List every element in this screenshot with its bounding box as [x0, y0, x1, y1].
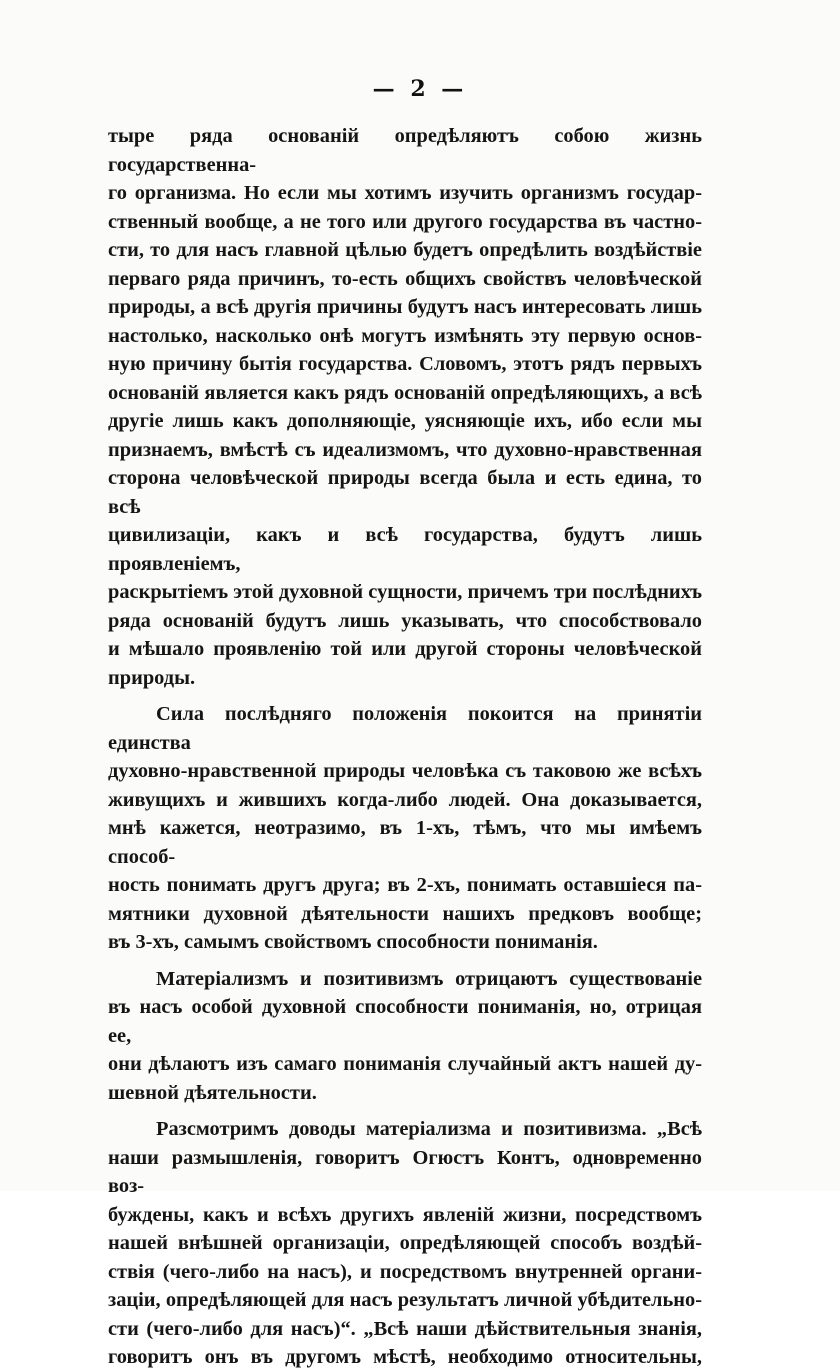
text-line: наши размышленія, говоритъ Огюстъ Контъ, одновременно воз-	[108, 1146, 702, 1197]
text-line: другіе лишь какъ дополняющіе, уясняющіе ихъ, ибо если мы	[108, 410, 702, 432]
text-line: перваго ряда причинъ, то-есть общихъ свойствъ человѣческой	[108, 267, 702, 290]
text-line: сти (чего-либо для насъ)“. „Всѣ наши дѣйствительныя знанія,	[108, 1317, 702, 1340]
text-line: они дѣлаютъ изъ самаго пониманія случайный актъ нашей ду-	[108, 1053, 702, 1075]
text-line: сти, то для насъ главной цѣлью будетъ опредѣлить воздѣйствіе	[108, 239, 702, 261]
text-line: природы.	[108, 666, 196, 689]
text-line: заціи, опредѣляющей для насъ результатъ личной убѣдительно-	[108, 1289, 702, 1311]
text-line: Разсмотримъ доводы матеріализма и позитивизма. „Всѣ	[156, 1118, 702, 1140]
page-number: — 2 —	[372, 76, 468, 102]
text-line: сторона человѣческой природы всегда была и есть едина, то всѣ	[108, 467, 702, 518]
text-line: въ насъ особой духовной способности пониманія, но, отрицая ее,	[108, 996, 702, 1047]
text-line: основаній является какъ рядъ основаній опредѣляющихъ, а всѣ	[108, 381, 702, 404]
text-line: признаемъ, вмѣстѣ съ идеализмомъ, что духовно-нравственная	[108, 438, 702, 461]
text-line: духовно-нравственной природы человѣка съ таковою же всѣхъ	[108, 760, 702, 782]
text-line: го организма. Но если мы хотимъ изучить организмъ государ-	[108, 182, 702, 204]
text-line: раскрытіемъ этой духовной сущности, причемъ три послѣднихъ	[108, 581, 702, 603]
text-line: ряда основаній будутъ лишь указывать, что способствовало	[108, 609, 702, 632]
text-line: цивилизаціи, какъ и всѣ государства, будутъ лишь проявленіемъ,	[108, 524, 702, 575]
text-line: мятники духовной дѣятельности нашихъ предковъ вообще;	[108, 902, 702, 925]
text-line: тыре ряда основаній опредѣляютъ собою жизнь государственна-	[108, 125, 702, 176]
text-line: ствія (чего-либо на насъ), и посредствомъ внутренней органи-	[108, 1260, 702, 1283]
text-line: мнѣ кажется, неотразимо, въ 1-хъ, тѣмъ, что мы имѣемъ способ-	[108, 817, 702, 868]
text-line: нашей внѣшней организаціи, опредѣляющей способъ воздѣй-	[108, 1232, 702, 1254]
text-line: ность понимать другъ друга; въ 2-хъ, понимать оставшіеся па-	[108, 874, 702, 896]
text-line: ную причину бытія государства. Словомъ, этотъ рядъ первыхъ	[108, 353, 702, 375]
text-line: говоритъ онъ въ другомъ мѣстѣ, необходимо относительны,	[108, 1346, 702, 1368]
text-line: въ 3-хъ, самымъ свойствомъ способности пониманія.	[108, 931, 598, 953]
text-line: Матеріализмъ и позитивизмъ отрицаютъ существованіе	[156, 967, 702, 990]
text-line: и мѣшало проявленію той или другой стороны человѣческой	[108, 638, 702, 660]
text-line: живущихъ и жившихъ когда-либо людей. Она доказывается,	[108, 788, 702, 811]
text-line: настолько, насколько онѣ могутъ измѣнять эту первую основ-	[108, 324, 702, 347]
text-line: ственный вообще, а не того или другого государства въ частно-	[108, 210, 702, 233]
text-line: Сила послѣдняго положенія покоится на принятіи единства	[108, 703, 702, 754]
text-line: природы, а всѣ другія причины будутъ насъ интересовать лишь	[108, 296, 702, 318]
body-text	[108, 122, 702, 1372]
text-line: шевной дѣятельности.	[108, 1081, 317, 1104]
text-line: буждены, какъ и всѣхъ другихъ явленій жизни, посредствомъ	[108, 1203, 702, 1226]
